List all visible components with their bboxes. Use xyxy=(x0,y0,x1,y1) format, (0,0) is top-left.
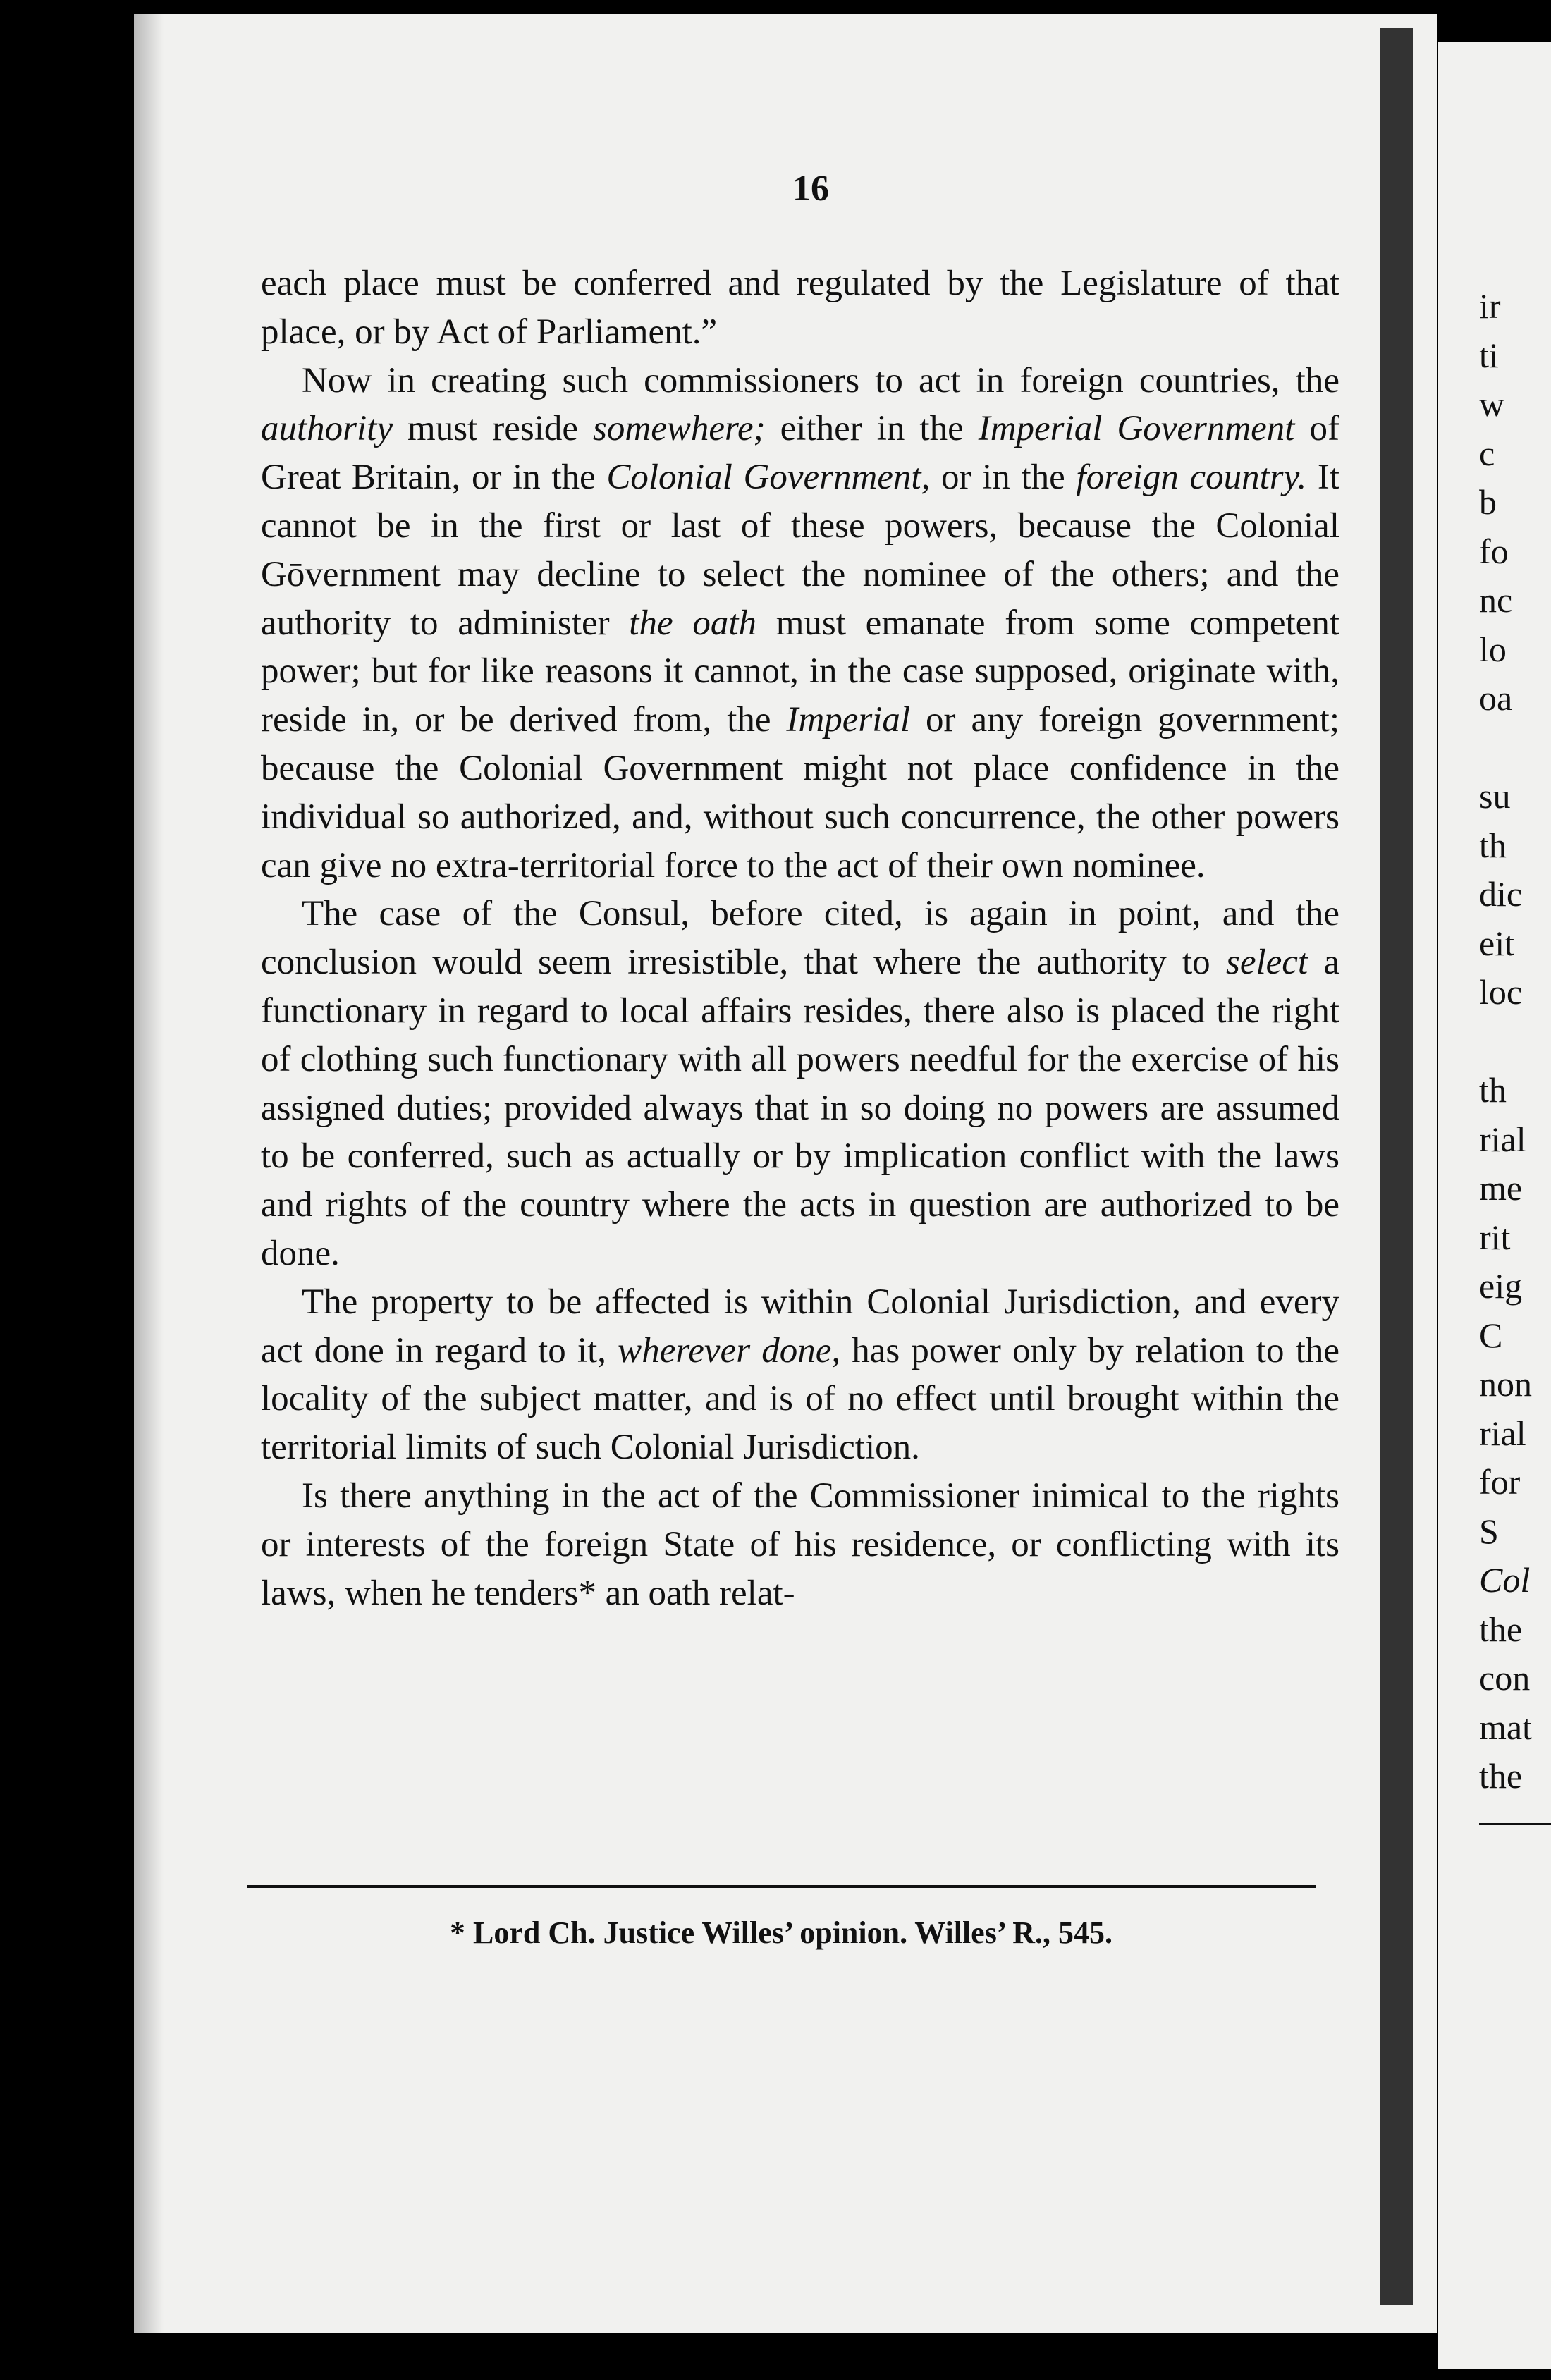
adjacent-page-text xyxy=(1479,282,1551,1801)
text-run: It cannot be in the first or last of these powers, because the Colonial Gōvernment may decline to select the nominee of the others; and the authority to administer xyxy=(261,458,1340,643)
text-run: of Great Britain, or in the xyxy=(261,409,1340,498)
text-run: or in the xyxy=(930,458,1077,498)
footnote: * Lord Ch. Justice Willes’ opinion. Willes’ R., 545. xyxy=(449,1915,1112,1950)
adjacent-page-line-fragment: b xyxy=(1479,482,1497,522)
paragraph xyxy=(261,1472,1340,1617)
text-run: Now in creating such commissioners to act in foreign countries, the xyxy=(302,360,1340,400)
italic-run: foreign country. xyxy=(1076,458,1307,498)
adjacent-page-line-fragment: ti xyxy=(1479,335,1499,375)
body-text xyxy=(261,259,1340,1617)
text-run: must emanate from some competent power; but for like reasons it cannot, in the case supposed, originate with, reside in, or be derived from, the xyxy=(261,603,1340,740)
adjacent-page-line-fragment: S xyxy=(1479,1511,1499,1551)
adjacent-page-line-fragment xyxy=(1479,1017,1551,1067)
adjacent-page-line-fragment: w xyxy=(1479,384,1505,424)
adjacent-page-line-fragment: lo xyxy=(1479,629,1507,669)
book-spine xyxy=(1380,28,1413,2305)
adjacent-page-line-fragment: for xyxy=(1479,1462,1521,1502)
text-run: a functionary in regard to local affairs resides, there also is placed the right of clothing such functionary with all powers needful for the exercise of his assigned duties; provided always that in so doing no powers are assumed to be conferred, such as actually or by implication conflict with the laws and rights of the country where the acts in question are authorized to be done. xyxy=(261,943,1340,1273)
text-run: either in the xyxy=(765,409,979,449)
adjacent-page-line-fragment: eig xyxy=(1479,1266,1523,1306)
adjacent-page-line-fragment: th xyxy=(1479,1070,1507,1110)
text-run: must reside xyxy=(393,409,594,449)
adjacent-page-line-fragment: th xyxy=(1479,825,1507,865)
italic-run: authority xyxy=(261,409,393,449)
paragraph xyxy=(261,259,1340,357)
adjacent-page-line-fragment: rit xyxy=(1479,1217,1511,1257)
text-run: has power only by relation to the locality of the subject matter, and is of no effect until brought within the territorial limits of such Colonial Jurisdiction. xyxy=(261,1330,1340,1468)
adjacent-page-line-fragment: loc xyxy=(1479,972,1523,1012)
adjacent-page-line-fragment: Col xyxy=(1479,1560,1531,1600)
italic-run: wherever done, xyxy=(618,1330,841,1370)
adjacent-page-line-fragment: c xyxy=(1479,433,1495,473)
adjacent-page-line-fragment: mat xyxy=(1479,1707,1532,1747)
adjacent-page-line-fragment: ir xyxy=(1479,286,1501,326)
italic-run: somewhere; xyxy=(593,409,766,449)
adjacent-page-line-fragment: su xyxy=(1479,776,1511,816)
adjacent-page-line-fragment: me xyxy=(1479,1168,1523,1208)
adjacent-page-line-fragment: rial xyxy=(1479,1413,1526,1453)
page-number: 16 xyxy=(792,168,829,209)
adjacent-page-line-fragment: fo xyxy=(1479,531,1509,571)
italic-run: Colonial Government, xyxy=(606,458,931,498)
italic-run: the oath xyxy=(629,603,757,643)
text-run: Is there anything in the act of the Commissioner inimical to the rights or interests of the foreign State of his residence, or conflicting with its laws, when he tenders* an oath relat- xyxy=(261,1476,1340,1613)
text-run: The property to be affected is within Colonial Jurisdiction, and every act done in regard to it, xyxy=(261,1282,1340,1370)
adjacent-page-line-fragment: the xyxy=(1479,1756,1523,1796)
text-run: The case of the Consul, before cited, is again in point, and the conclusion would seem irresistible, that where the authority to xyxy=(261,894,1340,983)
italic-run: select xyxy=(1225,943,1308,983)
adjacent-page-line-fragment: rial xyxy=(1479,1119,1526,1159)
adjacent-page-line-fragment: con xyxy=(1479,1658,1531,1698)
adjacent-page-line-fragment: the xyxy=(1479,1609,1523,1649)
paragraph xyxy=(261,1278,1340,1472)
adjacent-page-rule xyxy=(1479,1823,1551,1825)
adjacent-page-line-fragment: eit xyxy=(1479,923,1514,963)
adjacent-page-line-fragment xyxy=(1479,723,1551,773)
adjacent-page-line-fragment: nc xyxy=(1479,580,1513,620)
adjacent-page-line-fragment: oa xyxy=(1479,678,1513,718)
italic-run: Imperial xyxy=(786,700,911,740)
italic-run: Imperial Government xyxy=(978,409,1295,449)
footnote-rule xyxy=(247,1885,1316,1888)
paragraph xyxy=(261,357,1340,890)
text-run: each place must be conferred and regulated by the Legislature of that place, or by Act of Parliament.” xyxy=(261,264,1340,352)
text-run: or any foreign government; because the Colonial Government might not place confidence in the individual so authorized, and, without such concurrence, the other powers can give no extra-territorial force to the act of their own nominee. xyxy=(261,700,1340,885)
adjacent-page-line-fragment: non xyxy=(1479,1364,1532,1404)
adjacent-page-line-fragment: C xyxy=(1479,1315,1503,1355)
page-gutter-shadow xyxy=(134,14,164,2333)
paragraph xyxy=(261,890,1340,1277)
adjacent-page-line-fragment: dic xyxy=(1479,874,1523,914)
